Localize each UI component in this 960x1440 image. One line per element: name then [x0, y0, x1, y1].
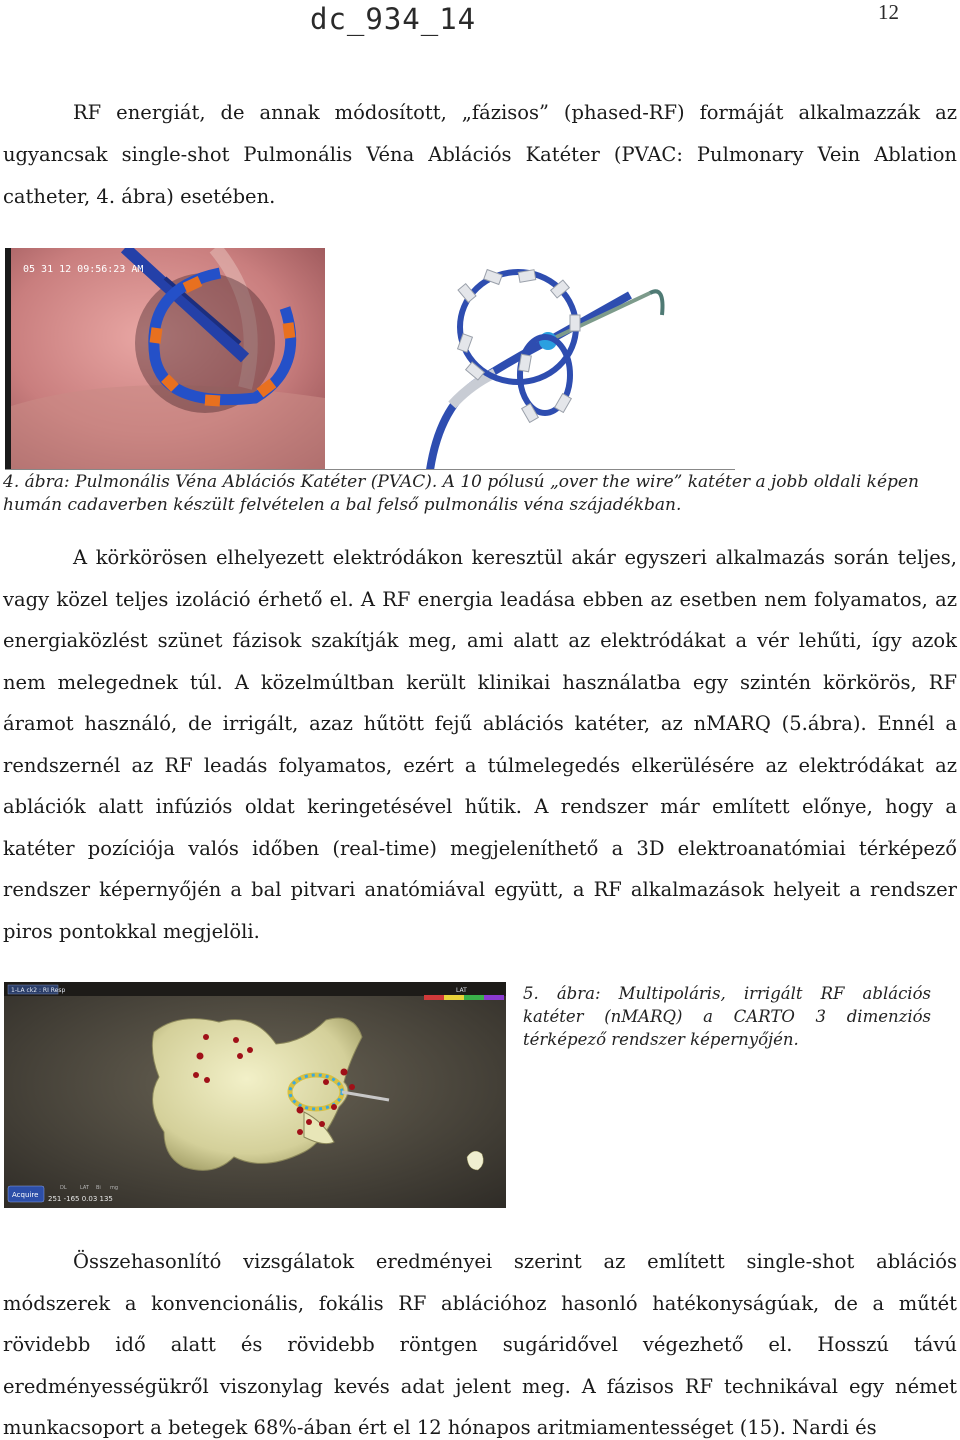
- figure5-readout-label-bi: Bi: [96, 1185, 101, 1191]
- document-id: dc_934_14: [310, 2, 477, 36]
- figure4-divider: [5, 469, 735, 470]
- paragraph-comparison: Összehasonlító vizsgálatok eredményei szerint az említett single-shot ablációs módszerek a konvencionális, fokális RF ablációhoz hasonló hatékonyságúak, de a műtét rövidebb idő alatt és rövidebb röntgen sugáridővel végezhető el. Hosszú távú eredményességükről viszonylag kevés adat jelent meg. A fázisos RF technikával egy német munkacsoport a betegek 68%-ában ért el 12 hónapos aritmiamentességet (15). Nardi és: [3, 1250, 957, 1439]
- figure4-catheter-illustration: [400, 255, 730, 470]
- figure4-endoscopy-photo: [5, 248, 325, 470]
- figure5-readout-values: 251 -165 0.03 135: [48, 1195, 113, 1203]
- paragraph-main: A körkörösen elhelyezett elektródákon keresztül akár egyszeri alkalmazás során teljes, vagy közel teljes izoláció érhető el. A RF energia leadása ebben az esetben nem folyamatos, az energiaközlést szünet fázisok szakítják meg, ami alatt az elektródákat a vér lehűti, így azok nem melegednek túl. A közelmúltban került klinikai használatba egy szintén körkörös, RF áramot használó, de irrigált, azaz hűtött fejű ablációs katéter, az nMARQ (5.ábra). Ennél a rendszernél az RF leadás folyamatos, ezért a túlmelegedés elkerülésére az elektródákat az ablációk alatt infúziós oldat keringetésével hűtik. A rendszer már említett előnye, hogy a katéter pozíciója valós időben (real-time) megjeleníthető a 3D elektroanatómiai térképező rendszer képernyőjén a bal pitvari anatómiával együtt, a RF alkalmazások helyeit a rendszer piros pontokkal megjelöli.: [3, 546, 957, 943]
- figure4-caption: [3, 471, 957, 517]
- figure5-carto-screen: [4, 982, 506, 1208]
- paragraph-intro: RF energiát, de annak módosított, „fázisos” (phased-RF) formáját alkalmazzák az ugyancsak single-shot Pulmonális Véna Ablációs Katéter (PVAC: Pulmonary Vein Ablation catheter, 4. ábra) esetében.: [3, 101, 957, 208]
- figure4-caption-label: 4. ábra: Pulmonális Véna Ablációs Katéter (PVAC).: [3, 472, 438, 492]
- figure5-readout-label-lat: LAT: [80, 1185, 89, 1191]
- figure5-readout-label-dl: DL: [60, 1185, 67, 1191]
- figure5-readout-label-mg: mg: [110, 1185, 119, 1191]
- figure5-caption: 5. ábra: Multipoláris, irrigált RF ablációs katéter (nMARQ) a CARTO 3 dimenziós térképező rendszer képernyőjén.: [523, 984, 931, 1049]
- figure4-timestamp: 05 31 12 09:56:23 AM: [23, 264, 144, 275]
- page-number: 12: [878, 0, 899, 24]
- figure5-acquire-label: Acquire: [12, 1191, 39, 1199]
- figure5-screen-tab: 1-LA ck2 : RI Resp: [11, 987, 66, 994]
- figure4-caption-text: A 10 pólusú „over the wire” katéter a jobb oldali képen humán cadaverben készült felvételen a bal felső pulmonális véna szájadékban.: [3, 472, 919, 515]
- figure5-lat-label: LAT: [456, 987, 467, 994]
